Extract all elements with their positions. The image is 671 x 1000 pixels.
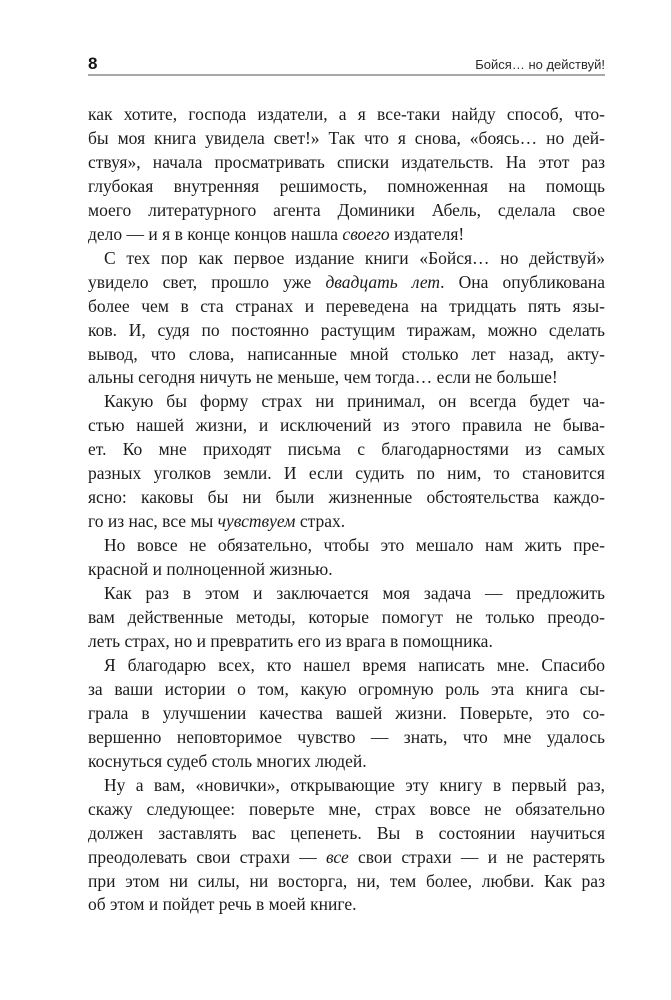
text-line xyxy=(88,127,605,151)
text-segment: должен заставлять вас цепенеть. Вы в состоянии научиться xyxy=(88,822,605,843)
text-segment: альны сегодня ничуть не меньше, чем тогда… если не больше! xyxy=(88,367,558,388)
text-line xyxy=(88,534,605,558)
text-line xyxy=(88,438,605,462)
text-line xyxy=(88,822,605,846)
text-segment: за ваши истории о том, какую огромную роль эта книга сы- xyxy=(88,678,605,699)
text-line xyxy=(88,510,605,534)
text-line xyxy=(88,654,605,678)
text-line xyxy=(88,343,605,367)
text-segment: издателя! xyxy=(389,223,465,244)
text-line xyxy=(88,151,605,175)
paragraph xyxy=(88,534,605,582)
text-segment: при этом ни силы, ни восторга, ни, тем более, любви. Как раз xyxy=(88,870,605,891)
text-segment: красной и полноценной жизнью. xyxy=(88,559,333,580)
text-line xyxy=(88,390,605,414)
text-line xyxy=(88,414,605,438)
text-line xyxy=(88,678,605,702)
text-line xyxy=(88,295,605,319)
text-line xyxy=(88,199,605,223)
text-line xyxy=(88,319,605,343)
text-segment: коснуться судеб столь многих людей. xyxy=(88,750,367,771)
page-number: 8 xyxy=(88,54,98,73)
text-segment: свои страхи — и не растерять xyxy=(348,846,605,867)
text-line xyxy=(88,247,605,271)
text-segment: увидело свет, прошло уже xyxy=(88,271,326,292)
text-segment: вывод, что слова, написанные мной столько лет назад, акту- xyxy=(88,343,605,364)
text-segment: страх. xyxy=(295,511,346,532)
text-line xyxy=(88,870,605,894)
text-segment: вам действенные методы, которые помогут не только преодо- xyxy=(88,607,605,628)
text-segment: бы моя книга увидела свет!» Так что я снова, «боясь… но дей- xyxy=(88,127,605,148)
text-segment: глубокая внутренняя решимость, помноженная на помощь xyxy=(88,175,605,196)
paragraph xyxy=(88,654,605,774)
text-segment: Но вовсе не обязательно, чтобы это мешало нам жить пре- xyxy=(104,535,605,556)
text-segment: Ну а вам, «новички», открывающие эту книгу в первый раз, xyxy=(104,774,605,795)
text-line xyxy=(88,223,605,247)
text-line xyxy=(88,846,605,870)
italic-text-segment: своего xyxy=(342,223,390,244)
text-line xyxy=(88,366,605,390)
text-segment: стью нашей жизни, и исключений из этого правила не быва- xyxy=(88,415,605,436)
text-line xyxy=(88,750,605,774)
text-line xyxy=(88,606,605,630)
text-segment: вершенно неповторимое чувство — знать, что мне удалось xyxy=(88,726,605,747)
text-segment: ков. И, судя по постоянно растущим тиражам, можно сделать xyxy=(88,319,605,340)
italic-text-segment: чувствуем xyxy=(217,511,296,532)
text-segment: Какую бы форму страх ни принимал, он всегда будет ча- xyxy=(104,391,605,412)
text-segment: скажу следующее: поверьте мне, страх вовсе не обязательно xyxy=(88,798,605,819)
text-line xyxy=(88,103,605,127)
paragraph xyxy=(88,390,605,534)
text-line xyxy=(88,630,605,654)
text-line xyxy=(88,486,605,510)
text-line xyxy=(88,271,605,295)
text-segment: моего литературного агента Доминики Абель, сделала свое xyxy=(88,199,605,220)
text-line xyxy=(88,774,605,798)
page-header xyxy=(88,46,605,76)
paragraph xyxy=(88,582,605,654)
paragraph xyxy=(88,103,605,247)
text-segment: дело — и я в конце концов нашла xyxy=(88,223,343,244)
text-line xyxy=(88,702,605,726)
paragraph xyxy=(88,774,605,918)
text-segment: преодолевать свои страхи — xyxy=(88,846,327,867)
text-segment: . Она опубликована xyxy=(440,271,605,292)
text-segment: леть страх, но и превратить его из врага в помощника. xyxy=(88,630,493,651)
paragraph xyxy=(88,247,605,391)
text-segment: Как раз в этом и заключается моя задача — предложить xyxy=(104,583,605,604)
text-segment: ствуя», начала просматривать списки издательств. На этот раз xyxy=(88,151,605,172)
italic-text-segment: двадцать лет xyxy=(325,271,441,292)
text-segment: грала в улучшении качества вашей жизни. Поверьте, это со- xyxy=(88,702,605,723)
text-segment: более чем в ста странах и переведена на тридцать пять язы- xyxy=(88,295,605,316)
italic-text-segment: все xyxy=(326,846,349,867)
text-line xyxy=(88,582,605,606)
text-line xyxy=(88,726,605,750)
text-segment: об этом и пойдет речь в моей книге. xyxy=(88,894,357,915)
text-segment: ет. Ко мне приходят письма с благодарностями из самых xyxy=(88,439,605,460)
text-segment: ясно: каковы бы ни были жизненные обстоятельства каждо- xyxy=(88,487,605,508)
text-segment: разных уголков земли. И если судить по ним, то становится xyxy=(88,463,605,484)
text-segment: как хотите, господа издатели, а я все-таки найду способ, что- xyxy=(88,104,605,124)
text-line xyxy=(88,558,605,582)
text-segment: Я благодарю всех, кто нашел время написать мне. Спасибо xyxy=(104,654,605,675)
text-line xyxy=(88,462,605,486)
text-line xyxy=(88,893,605,917)
text-segment: С тех пор как первое издание книги «Бойся… но действуй» xyxy=(104,247,605,268)
text-line xyxy=(88,798,605,822)
text-line xyxy=(88,175,605,199)
body-text xyxy=(88,103,605,917)
text-segment: го из нас, все мы xyxy=(88,511,218,532)
running-title: Бойся… но действуй! xyxy=(475,56,605,72)
